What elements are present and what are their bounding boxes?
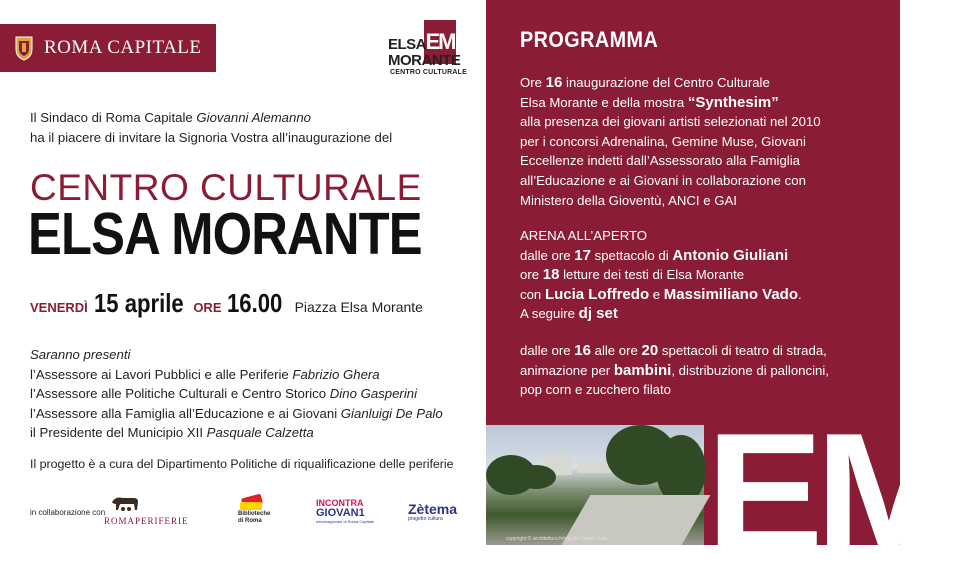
prog-text: dalle ore [520,247,575,263]
prog-text: ore [520,267,543,283]
big-em-mark: EM [706,398,954,586]
prog-text: dalle ore [520,343,575,358]
guest-name: Fabrizio Ghera [292,366,380,382]
roma-crest-icon [14,35,34,61]
event-date: 15 aprile [93,288,184,318]
em-logo-mark: EM [424,20,456,64]
title-elsa-morante: ELSA MORANTE [28,201,422,267]
giovani-text: GIOVAN1 [316,507,365,519]
invitation-left-panel [0,0,486,545]
collaboration-label: in collaborazione con [30,508,106,517]
prog-text: , distribuzione di palloncini, [671,362,829,378]
arena-heading: ARENA ALL’APERTO [520,228,648,243]
guest-role: l’Assessore ai Lavori Pubblici e alle Periferie [30,366,293,382]
event-place: Piazza Elsa Morante [294,299,423,315]
incontra-text: INCONTRA [316,498,364,508]
event-date-line [30,288,423,319]
prog-text: per i concorsi Adrenalina, Gemine Muse, Giovani [520,133,806,149]
prog-text: pop corn e zucchero filato [520,382,672,398]
programma-title: PROGRAMMA [520,27,659,52]
biblioteche-di-roma-logo [238,496,271,526]
title-centro-culturale: CENTRO CULTURALE [30,167,422,208]
prog-text: con [520,286,545,302]
prog-text: Ore [520,75,546,90]
prog-text: A seguire [520,306,579,322]
prog-text: spettacoli di teatro di strada, [658,343,827,358]
prog-text: spettacolo di [590,247,673,263]
performer-name: Antonio Giuliani [672,246,789,264]
prog-hour: 17 [574,246,591,264]
centro-culturale-photo [486,425,704,545]
prog-hour: 16 [545,74,563,91]
guests-heading: Saranno presenti [30,347,131,362]
guests-list [30,345,443,443]
romaperiferie-logo [104,492,200,528]
biblioteche-text: Biblioteche di Roma [238,511,271,524]
intro-line2: ha il piacere di invitare la Signoria Vostra all’inaugurazione del [30,130,393,145]
guest-name: Gianluigi De Palo [340,405,443,421]
logo-centro-culturale-text: CENTRO CULTURALE [390,69,467,76]
guest-role: l’Assessore alla Famiglia all’Educazione e ai Giovani [30,405,341,421]
prog-text: Eccellenze indetti dall’Assessorato alla Famiglia [520,153,801,169]
photo-caption: copyright © architettura fotografia Daniel Sala [506,536,607,542]
time-label: ORE [193,300,222,315]
mayor-name: Giovanni Alemanno [196,110,312,125]
prog-text: letture dei testi di Elsa Morante [559,267,745,283]
performer-name: Lucia Loffredo [544,285,650,303]
prog-hour: 20 [641,342,659,359]
highlight-bambini: bambini [613,361,672,379]
prog-hour: 18 [542,266,560,284]
guest-item [30,384,443,404]
event-time: 16.00 [227,288,283,318]
guest-role: il Presidente del Municipio XII [30,425,207,440]
logo-elsa-text: ELSA [388,36,427,53]
elsa-morante-logo [388,20,468,78]
invitation-intro [30,108,392,148]
prog-text: inaugurazione del Centro Culturale [562,75,770,90]
she-wolf-icon [110,492,140,514]
prog-text: alla presenza dei giovani artisti selezionati nel 2010 [520,114,821,130]
romaperiferie-text: ROMAPERIFERIE [104,516,189,526]
zetema-subtext: progetto cultura [408,516,443,522]
zetema-text: Zètema [408,501,458,517]
intro-line1: Il Sindaco di Roma Capitale [30,110,197,125]
prog-text: animazione per [520,362,614,378]
day-label: VENERDÌ [30,300,88,315]
logo-morante-text: MORANTE [388,52,461,69]
book-yellow-shape [240,502,262,510]
programma-arena [520,226,802,324]
exhibition-name: “Synthesim” [687,93,779,111]
guest-item [30,423,443,443]
prog-text: Elsa Morante e della mostra [520,94,688,110]
prog-hour: 16 [574,342,591,359]
informagiovani-text: Informagiovani di Roma Capitale [316,519,375,524]
programma-street-theatre [520,341,829,400]
project-credit: Il progetto è a cura del Dipartimento Politiche di riqualificazione delle periferie [30,457,454,471]
tree-shape [516,465,556,489]
guest-role: l’Assessore alle Politiche Culturali e Centro Storico [30,386,330,401]
performer-name: Massimiliano Vado [663,285,798,303]
performer-name: dj set [578,305,618,323]
guest-item [30,404,443,424]
prog-text: all’Educazione e ai Giovani in collaborazione con [520,172,806,188]
guest-name: Dino Gasperini [329,386,418,401]
prog-text: Ministero della Gioventù, ANCI e GAI [520,192,737,208]
roma-capitale-label: ROMA CAPITALE [44,37,202,58]
roma-capitale-banner [0,24,216,72]
guest-item [30,365,443,385]
incontragiovani-logo [316,498,376,526]
prog-text: e [649,286,664,302]
guest-name: Pasquale Calzetta [206,425,314,440]
prog-text: . [798,286,802,302]
prog-text: alle ore [590,343,642,358]
programma-inauguration [520,73,821,210]
zetema-logo [408,502,464,524]
